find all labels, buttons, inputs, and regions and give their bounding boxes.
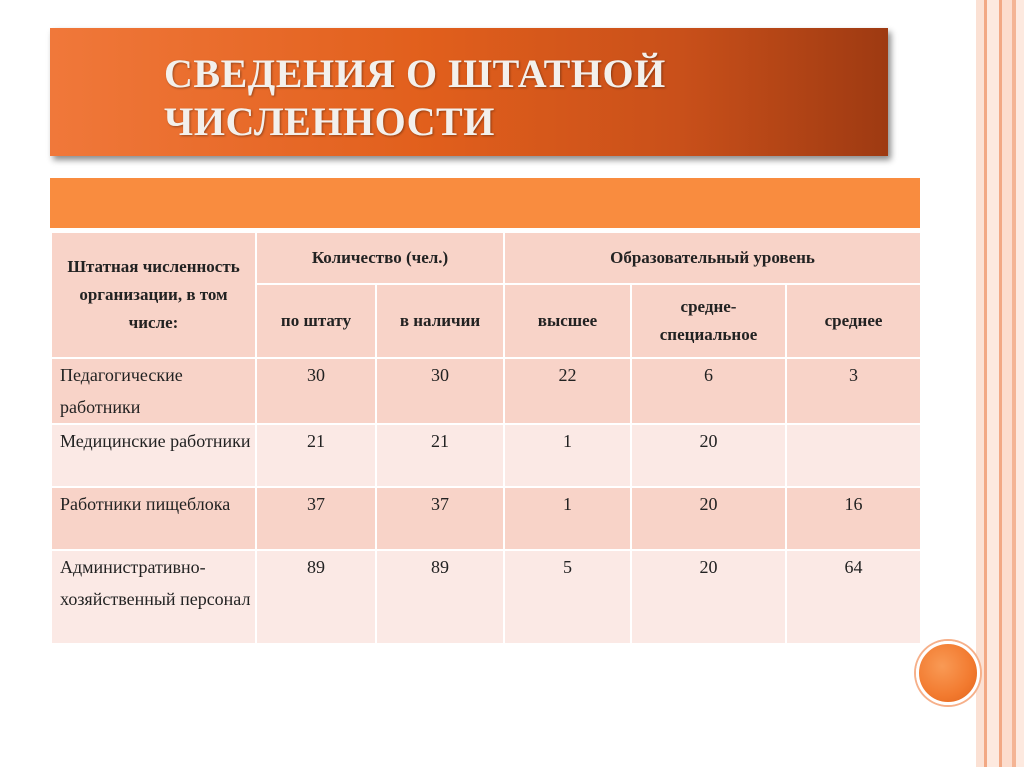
table-header-band: [50, 178, 920, 231]
cell-staff: 21: [256, 424, 376, 487]
row-label: Педагогические работники: [51, 358, 256, 424]
cell-staff: 30: [256, 358, 376, 424]
cell-higher: 1: [504, 487, 631, 550]
slide-title: СВЕДЕНИЯ О ШТАТНОЙ ЧИСЛЕННОСТИ: [164, 51, 666, 144]
title-banner: [50, 28, 888, 156]
cell-secondary-special: 20: [631, 550, 786, 644]
row-label: Работники пищеблока: [51, 487, 256, 550]
table-row: [51, 550, 921, 644]
cell-higher: 1: [504, 424, 631, 487]
row-label: Медицинские работники: [51, 424, 256, 487]
table-row: [51, 424, 921, 487]
header-col-staff: по штату: [256, 284, 376, 358]
cell-staff: 37: [256, 487, 376, 550]
header-row-label: Штатная численность организации, в том числе:: [51, 232, 256, 358]
staff-table-container: [50, 178, 920, 645]
cell-secondary-special: 20: [631, 487, 786, 550]
table-row: [51, 358, 921, 424]
cell-secondary-special: 20: [631, 424, 786, 487]
cell-present: 89: [376, 550, 504, 644]
header-col-higher: высшее: [504, 284, 631, 358]
staff-table: [50, 231, 922, 645]
decorative-circle-icon: [916, 641, 980, 705]
header-col-secondary-special: средне-специальное: [631, 284, 786, 358]
cell-present: 37: [376, 487, 504, 550]
cell-secondary: [786, 424, 921, 487]
header-quantity: Количество (чел.): [256, 232, 504, 284]
cell-secondary: 3: [786, 358, 921, 424]
cell-secondary: 16: [786, 487, 921, 550]
cell-staff: 89: [256, 550, 376, 644]
cell-higher: 22: [504, 358, 631, 424]
cell-secondary-special: 6: [631, 358, 786, 424]
table-row: [51, 487, 921, 550]
cell-higher: 5: [504, 550, 631, 644]
header-col-secondary: среднее: [786, 284, 921, 358]
header-col-present: в наличии: [376, 284, 504, 358]
row-label: Административно-хозяйственный персонал: [51, 550, 256, 644]
header-education: Образовательный уровень: [504, 232, 921, 284]
decorative-stripes: [976, 0, 1024, 767]
cell-present: 21: [376, 424, 504, 487]
cell-present: 30: [376, 358, 504, 424]
cell-secondary: 64: [786, 550, 921, 644]
